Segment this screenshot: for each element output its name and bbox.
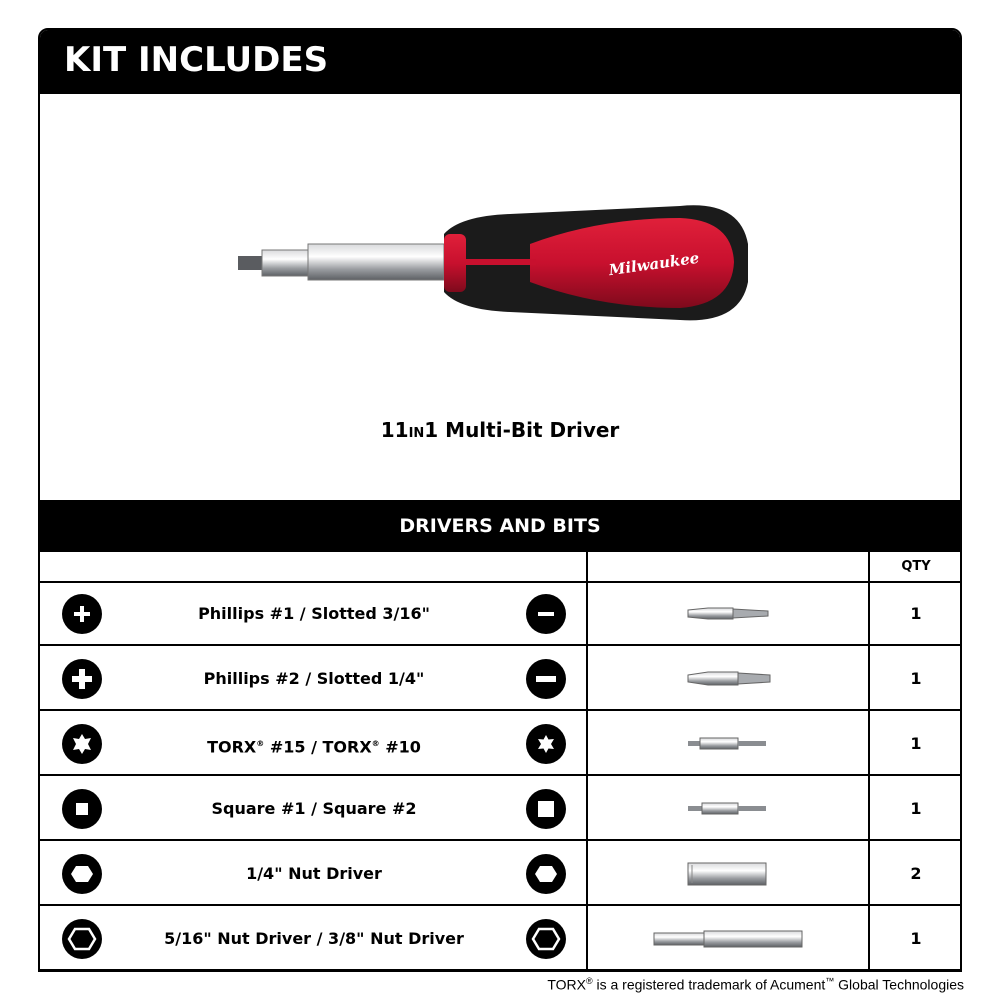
product-hero [40,94,960,500]
phillips-icon [62,659,102,699]
table-row [40,713,960,776]
hex-outline-icon [526,919,566,959]
slotted-icon [526,594,566,634]
table-row [40,843,960,906]
kit-header [40,30,960,94]
row-qty: 1 [910,799,922,818]
torx-icon [526,724,566,764]
hex-icon [526,854,566,894]
trademark-footnote: TORX® is a registered trademark of Acument™ Global Technologies [547,976,964,993]
table-row [40,908,960,971]
section-title: DRIVERS AND BITS [40,500,960,552]
screwdriver-image [40,94,960,394]
row-qty: 1 [910,669,922,688]
bit-image [588,908,868,969]
table-header [40,552,960,583]
kit-includes-panel [38,28,962,972]
row-label: 5/16" Nut Driver / 3/8" Nut Driver [164,929,464,948]
row-label: TORX® #15 / TORX® #10 [207,737,421,757]
kit-title: KIT INCLUDES [64,40,329,80]
row-label: Square #1 / Square #2 [211,799,417,818]
row-label: Phillips #2 / Slotted 1/4" [203,669,425,688]
bit-image [588,648,868,709]
hex-icon [62,854,102,894]
bit-image [588,778,868,839]
row-label: 1/4" Nut Driver [246,864,382,883]
row-label: Phillips #1 / Slotted 3/16" [198,604,430,623]
hex-outline-icon [62,919,102,959]
bit-image [588,843,868,904]
row-qty: 1 [910,929,922,948]
square-icon [62,789,102,829]
bit-image [588,583,868,644]
row-qty: 1 [910,734,922,753]
table-row [40,583,960,646]
row-qty: 2 [910,864,922,883]
qty-header: QTY [901,559,931,574]
slotted-icon [526,659,566,699]
table-row [40,778,960,841]
product-name: 11IN1 Multi-Bit Driver [380,418,620,442]
square-icon [526,789,566,829]
table-row [40,648,960,711]
row-qty: 1 [910,604,922,623]
phillips-icon [62,594,102,634]
bit-image [588,713,868,774]
torx-icon [62,724,102,764]
brand-logo: Milwaukee [607,248,701,280]
